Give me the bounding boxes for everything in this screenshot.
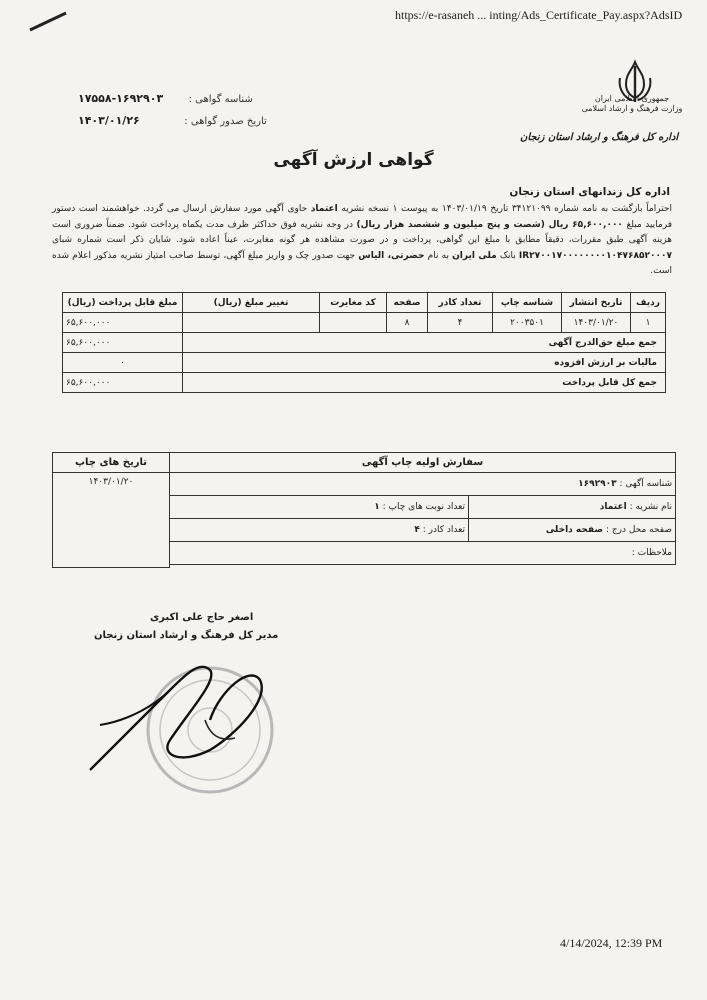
cell-payable-amount: ۶۵,۶۰۰,۰۰۰ <box>63 313 183 333</box>
payment-table <box>62 292 666 393</box>
cell-row-no: ۱ <box>631 313 666 333</box>
col-row-no: ردیف <box>631 293 666 313</box>
cell-frame-count: ۴ <box>428 313 493 333</box>
col-amount-change: تغییر مبلغ (ریال) <box>183 293 320 313</box>
issue-date-value: ۱۴۰۳/۰۱/۲۶ <box>78 114 140 127</box>
blank-cell <box>170 565 676 568</box>
org-line-ministry: وزارت فرهنگ و ارشاد اسلامی <box>581 104 683 113</box>
cell-publish-date: ۱۴۰۳/۰۱/۲۰ <box>562 313 631 333</box>
order-table <box>52 452 676 568</box>
page-value: صفحه داخلی <box>545 525 604 535</box>
table-row <box>63 313 666 333</box>
publication-name: اعتماد <box>310 204 338 214</box>
print-date-value: ۱۴۰۳/۰۱/۲۰ <box>88 477 134 487</box>
frames-value: ۴ <box>414 525 420 535</box>
order-row-ad-id <box>53 473 676 496</box>
subtotal-value: ۶۵,۶۰۰,۰۰۰ <box>63 333 183 353</box>
cell-print-id: ۲۰۰۳۵۰۱ <box>493 313 562 333</box>
ad-id-cell <box>170 473 676 496</box>
pen-scribble-mark <box>28 10 68 32</box>
para-text-2: حاوی آگهی مورد سفارش ارسال می گردد. خواهشمند است دستور فرمایید مبلغ <box>52 204 673 230</box>
frames-cell <box>170 519 469 542</box>
col-page: صفحه <box>387 293 428 313</box>
total-label: جمع کل قابل پرداخت <box>183 373 666 393</box>
cert-id-label: شناسه گواهی : <box>188 94 253 105</box>
para-text-6: جهت صدور چک و واریز مبلغ آگهی، توسط صاحب امتیاز نشریه مذکور اعلام شده است. <box>52 250 672 276</box>
publication-cell <box>469 496 676 519</box>
iban-number: IR۲۷۰۰۱۷۰۰۰۰۰۰۰۰۱۰۴۷۶۸۵۲۰۰۰۷ <box>518 250 672 261</box>
order-table-header <box>53 453 676 473</box>
ad-id-value: ۱۶۹۲۹۰۳ <box>578 479 617 489</box>
col-payable-amount: مبلغ قابل پرداخت (ریال) <box>63 293 183 313</box>
col-discrepancy-code: کد مغایرت <box>320 293 387 313</box>
vat-label: مالیات بر ارزش افزوده <box>183 353 666 373</box>
signer-name: اصغر حاج علی اکبری <box>150 612 254 623</box>
cell-discrepancy-code <box>320 313 387 333</box>
print-timestamp: 4/14/2024, 12:39 PM <box>560 936 663 950</box>
publication-value: اعتماد <box>599 502 627 512</box>
page-cell <box>469 519 676 542</box>
notes-cell <box>170 542 676 565</box>
bank-name: ملی ایران <box>452 250 497 261</box>
para-text-3: در وجه نشریه فوق حداکثر ظرف مدت یکماه پرداخت شود. ضمناً ضروری است هزینه آگهی طبق مقررات، دقیقاً مطابق با مبلغ این گواهی، پرداخت و در صورت مشاهده هر گونه مغایرت، عیناً اعاده شود. شایان ذکر است شماره شبای <box>52 219 672 245</box>
page-label: صفحه محل درج : <box>605 525 672 535</box>
body-paragraph <box>52 202 672 280</box>
vat-value: ۰ <box>63 353 183 373</box>
print-count-cell <box>170 496 469 519</box>
recipient: اداره کل زندانهای استان زنجان <box>509 186 670 198</box>
para-text-4: بانک <box>499 250 516 261</box>
para-text-5: به نام <box>427 250 449 261</box>
amount-text: ۶۵,۶۰۰,۰۰۰ ریال (شصت و پنج میلیون و ششصد هزار ریال) <box>356 219 623 230</box>
payment-table-header <box>63 293 666 313</box>
col-print-id: شناسه چاپ <box>493 293 562 313</box>
cert-id-row <box>78 92 253 105</box>
cert-id-value: ۱۶۹۲۹۰۳-۱۷۵۵۸ <box>78 92 164 105</box>
issue-date-label: تاریخ صدور گواهی : <box>184 116 267 127</box>
notes-label: ملاحظات : <box>631 548 672 558</box>
summary-row-vat <box>63 353 666 373</box>
frames-label: تعداد کادر : <box>422 525 465 535</box>
issue-date-row <box>78 114 267 127</box>
page-title: گواهی ارزش آگهی <box>273 150 434 170</box>
signer-position: مدیر کل فرهنگ و ارشاد استان زنجان <box>94 630 279 641</box>
publication-label: نام نشریه : <box>629 502 672 512</box>
ad-id-label: شناسه آگهی : <box>619 479 672 489</box>
handwritten-signature-icon <box>60 650 300 780</box>
print-count-value: ۱ <box>374 502 380 512</box>
print-date-cell <box>53 473 170 568</box>
org-line-country: جمهوری اسلامی ایران <box>594 94 670 103</box>
cell-amount-change <box>183 313 320 333</box>
order-title: سفارش اولیه چاپ آگهی <box>170 453 676 473</box>
account-holder: حضرتی، الیاس <box>358 250 425 261</box>
para-text-1: احتراماً بازگشت به نامه شماره ۳۴۱۲۱۰۹۹ تاریخ ۱۴۰۳/۰۱/۱۹ به پیوست ۱ نسخه نشریه <box>341 204 672 214</box>
summary-row-subtotal <box>63 333 666 353</box>
subtotal-label: جمع مبلغ حق‌الدرج آگهی <box>183 333 666 353</box>
department-name: اداره کل فرهنگ و ارشاد استان زنجان <box>520 132 679 143</box>
print-dates-header: تاریخ های چاپ <box>53 453 170 473</box>
col-publish-date: تاریخ انتشار <box>562 293 631 313</box>
cell-page: ۸ <box>387 313 428 333</box>
page-url: https://e-rasaneh ... inting/Ads_Certificate_Pay.aspx?AdsID <box>395 8 683 22</box>
summary-row-total <box>63 373 666 393</box>
total-value: ۶۵,۶۰۰,۰۰۰ <box>63 373 183 393</box>
col-frame-count: تعداد کادر <box>428 293 493 313</box>
print-count-label: تعداد نوبت های چاپ : <box>382 502 465 512</box>
